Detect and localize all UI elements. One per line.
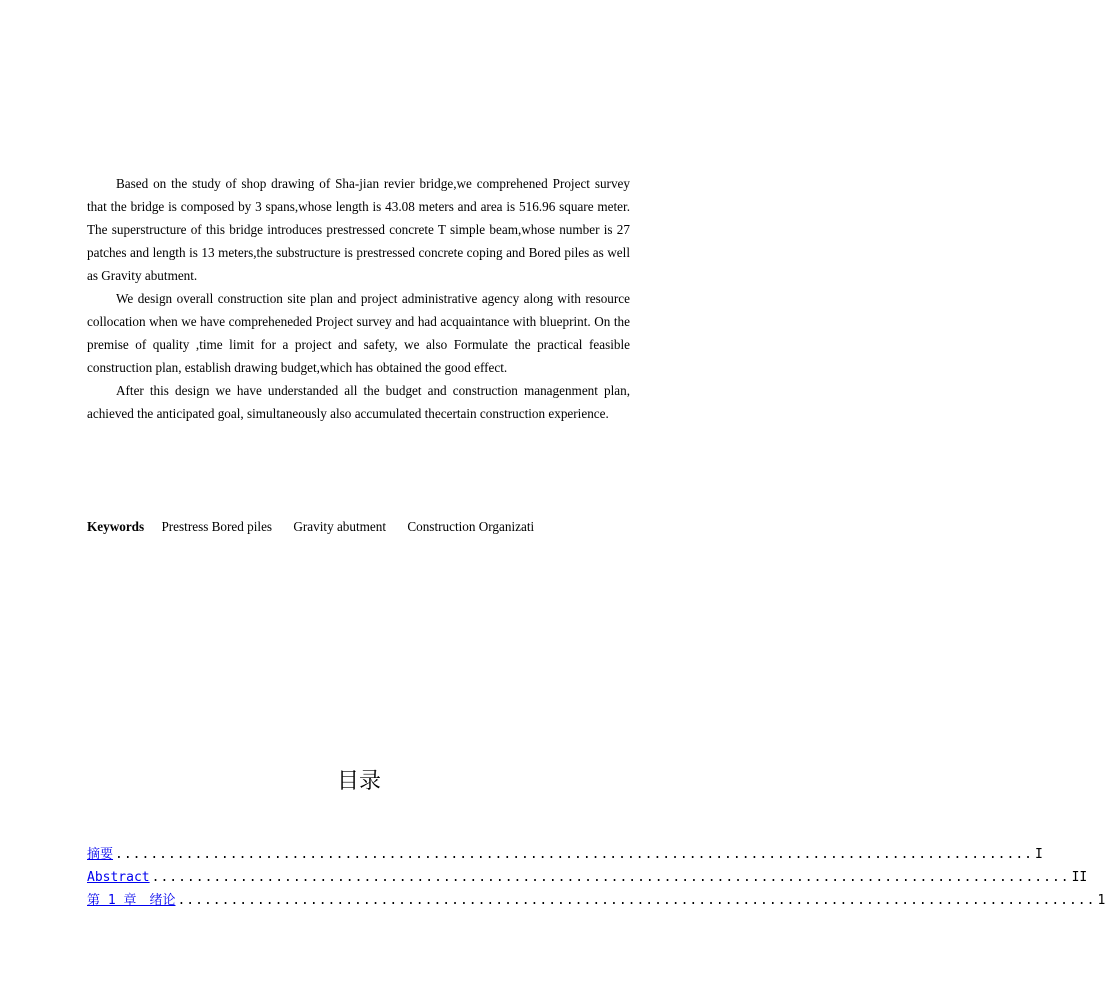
- abstract-paragraph-3: After this design we have understanded all the budget and construction managenment plan, achieved the anticipated goal, simultaneously also accumulated thecertain construction experience.: [87, 383, 630, 421]
- toc-page-number: 1: [1097, 893, 1105, 908]
- toc-title: 目录: [336, 769, 381, 794]
- keyword-term: Construction Organizati: [407, 519, 535, 534]
- toc-entry: [87, 889, 1105, 912]
- toc-entry: [87, 843, 1043, 866]
- keyword-term: Prestress Bored piles: [161, 519, 273, 534]
- toc-page-number: I: [1035, 847, 1043, 862]
- abstract-paragraph-2: We design overall construction site plan and project administrative agency along with resource collocation when we have compreheneded Project survey and had acquaintance with blueprint. On the premise of quality ,time limit for a project and safety, we also Formulate the practical feasible construction plan, establish drawing budget,which has obtained the good effect.: [87, 291, 630, 375]
- table-of-contents: [87, 843, 1105, 912]
- toc-entry: [87, 866, 1088, 889]
- toc-link-abstract[interactable]: Abstract: [87, 870, 150, 885]
- abstract-body: [87, 172, 630, 425]
- toc-leader-dots: ........................................................................................................: [115, 847, 1033, 862]
- keyword-term: Gravity abutment: [293, 519, 387, 534]
- keywords-label: Keywords: [87, 519, 145, 534]
- toc-leader-dots: ........................................................................................................: [177, 893, 1096, 908]
- toc-link-chapter-1[interactable]: 第 1 章 绪论: [87, 893, 176, 908]
- abstract-paragraph-1: Based on the study of shop drawing of Sha-jian revier bridge,we comprehened Project survey that the bridge is composed by 3 spans,whose length is 43.08 meters and area is 516.96 square meter. The superstructure of this bridge introduces prestressed concrete T simple beam,whose number is 27 patches and length is 13 meters,the substructure is prestressed concrete coping and Bored piles as well as Gravity abutment.: [87, 176, 630, 283]
- toc-leader-dots: ........................................................................................................: [151, 870, 1070, 885]
- toc-link-abstract-cn[interactable]: 摘要: [87, 847, 114, 862]
- toc-page-number: II: [1071, 870, 1088, 885]
- keywords-line: [87, 515, 667, 538]
